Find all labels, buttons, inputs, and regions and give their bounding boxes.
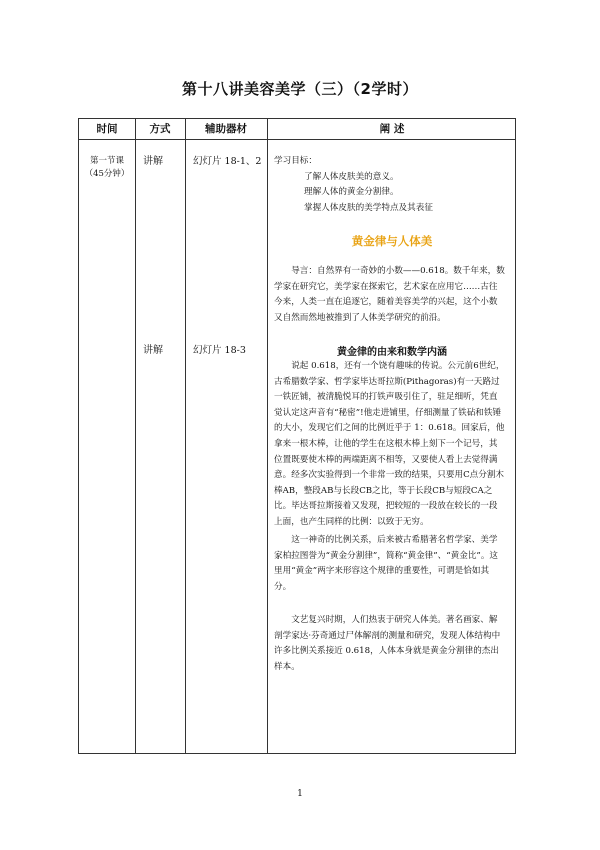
row1-method: 讲解 xyxy=(143,156,163,167)
row1-time xyxy=(81,155,133,181)
table-divider xyxy=(185,119,186,753)
header-description: 阐 述 xyxy=(379,123,405,135)
table-divider xyxy=(267,119,268,753)
goal-item: 理解人体的黄金分割律。 xyxy=(304,187,399,198)
row1-time-line2: （45分钟） xyxy=(84,169,130,179)
table-divider xyxy=(135,119,136,753)
header-aids: 辅助器材 xyxy=(205,123,247,135)
row1-time-line1: 第一节课 xyxy=(89,156,124,166)
goal-item: 掌握人体皮肤的美学特点及其表征 xyxy=(304,202,433,213)
page-number: 1 xyxy=(297,789,303,799)
row1-aids: 幻灯片 18-1、2 xyxy=(193,156,262,167)
row2-aids: 幻灯片 18-3 xyxy=(193,345,246,356)
learning-goals xyxy=(274,154,506,216)
table-divider xyxy=(79,139,515,140)
intro-paragraph: 导言：自然界有一奇妙的小数——0.618。数千年来，数学家在研究它，美学家在探索它，艺术家在应用它……古往今来，人类一直在追逐它，随着美容美学的兴起，这个小数又自然而然地被推到了人体美学研究的前沿。 xyxy=(274,266,505,323)
row2-method: 讲解 xyxy=(143,345,163,356)
paragraph-origin: 说起 0.618，还有一个饶有趣味的传说。公元前6世纪，古希腊数学家、哲学家毕达哥拉斯(Pithagoras)有一天路过一铁匠铺，被清脆悦耳的打铁声吸引住了，驻足细听，凭直觉认定这声音有“秘密”!他走进铺里，仔细测量了铁砧和铁锤的大小，发现它们之间的比例近乎于 1：0.618。回家后，他拿来一根木棒，让他的学生在这根木棒上刻下一个记号，其位置既要使木棒的两端距离不相等，又要使人看上去觉得满意。经多次实验得到一个非常一致的结果，只要用C点分割木棒AB，整段AB与长段CB之比，等于长段CB与短段CA之比。毕达哥拉斯接着又发现，把较短的一段放在较长的一段上面，也产生同样的比例：以致于无穷。 xyxy=(274,361,505,527)
paragraph-renaissance: 文艺复兴时期，人们热衷于研究人体美。著名画家、解剖学家达·芬奇通过尸体解剖的测量和研究，发现人体结构中许多比例关系接近 0.618，人体本身就是黄金分割律的杰出样本。 xyxy=(274,615,501,672)
paragraph-golden-rule: 这一神奇的比例关系，后来被古希腊著名哲学家、美学家柏拉图誉为“黄金分割律”，简称“黄金律”、“黄金比”。这里用“黄金”两字来形容这个规律的重要性，可谓是恰如其分。 xyxy=(274,535,499,592)
header-time: 时间 xyxy=(96,123,118,135)
goals-heading: 学习目标： xyxy=(274,156,317,166)
page-title: 第十八讲美容美学（三）（2学时） xyxy=(182,80,418,98)
subsection-title: 黄金律的由来和数学内涵 xyxy=(337,347,447,358)
goal-item: 了解人体皮肤美的意义。 xyxy=(304,171,399,182)
lesson-table xyxy=(78,118,516,754)
section-title: 黄金律与人体美 xyxy=(351,234,433,248)
header-method: 方式 xyxy=(149,123,171,135)
